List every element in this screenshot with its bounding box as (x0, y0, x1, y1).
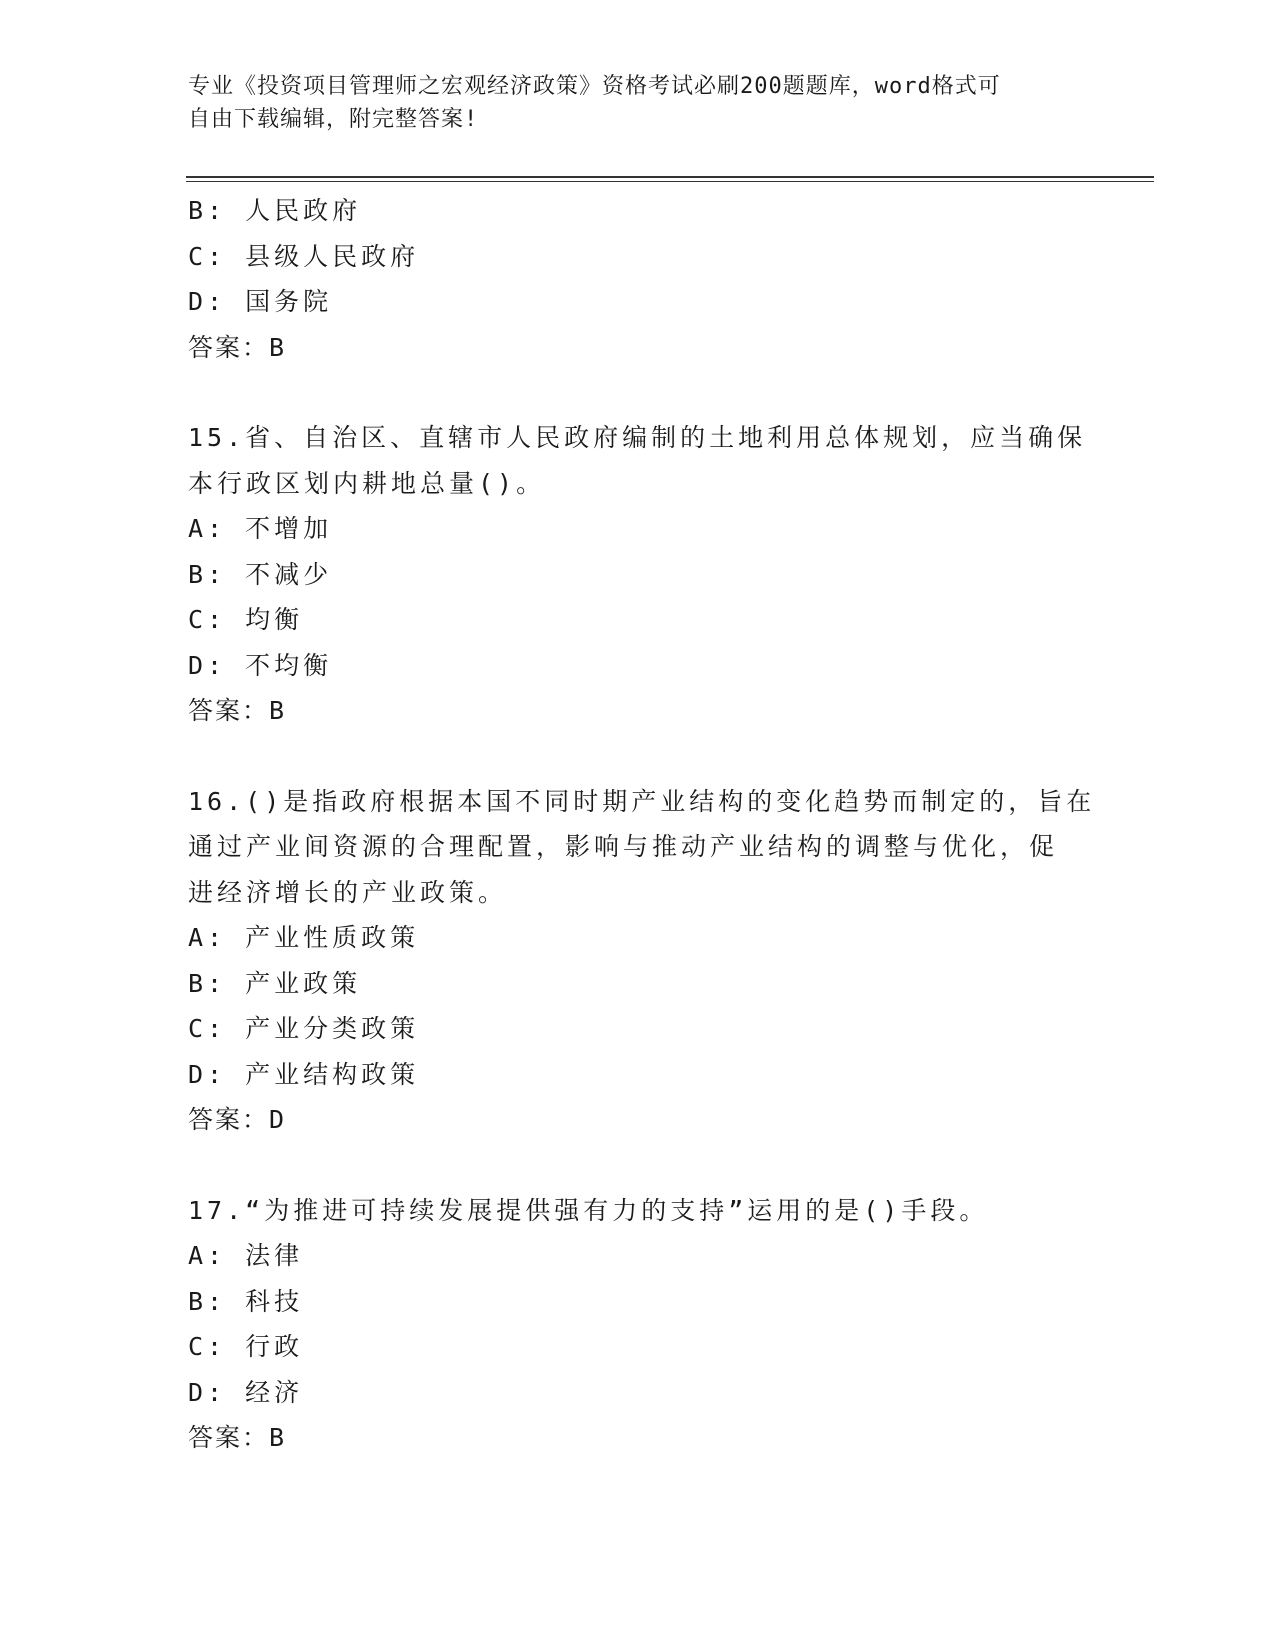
option-c: C: 县级人民政府 (188, 241, 420, 271)
option-c: C: 行政 (188, 1332, 304, 1361)
option-b: B: 科技 (188, 1286, 304, 1316)
answer-line: 答案：B (188, 332, 287, 362)
question-17 (188, 1188, 1088, 1461)
option-b: B: 人民政府 (188, 196, 362, 225)
question-stem: 通过产业间资源的合理配置，影响与推动产业结构的调整与优化，促 (188, 832, 1059, 861)
document-body (188, 188, 1096, 1461)
question-stem: 16.()是指政府根据本国不同时期产业结构的变化趋势而制定的，旨在 (188, 786, 1096, 816)
question-continued (188, 188, 1088, 370)
answer-line: 答案：B (188, 696, 287, 725)
question-stem: 进经济增长的产业政策。 (188, 877, 508, 907)
header-divider (186, 176, 1154, 182)
option-d: D: 经济 (188, 1377, 304, 1407)
answer-line: 答案：B (188, 1423, 287, 1452)
option-c: C: 产业分类政策 (188, 1014, 420, 1043)
question-16 (188, 779, 1096, 1143)
page-header (188, 70, 1088, 136)
option-a: A: 产业性质政策 (188, 923, 420, 952)
option-d: D: 不均衡 (188, 650, 333, 680)
question-stem: 本行政区划内耕地总量()。 (188, 468, 546, 498)
answer-line: 答案：D (188, 1105, 287, 1134)
header-line: 自由下载编辑，附完整答案! (188, 107, 479, 132)
question-stem: 17.“为推进可持续发展提供强有力的支持”运用的是()手段。 (188, 1195, 989, 1225)
question-stem: 15.省、自治区、直辖市人民政府编制的土地利用总体规划，应当确保 (188, 423, 1087, 452)
option-d: D: 国务院 (188, 287, 333, 316)
option-a: A: 不增加 (188, 514, 333, 543)
option-a: A: 法律 (188, 1241, 304, 1270)
option-b: B: 不减少 (188, 559, 333, 589)
option-b: B: 产业政策 (188, 968, 362, 998)
header-line: 专业《投资项目管理师之宏观经济政策》资格考试必刷200题题库，word格式可 (188, 74, 1001, 99)
option-c: C: 均衡 (188, 605, 304, 634)
question-15 (188, 415, 1088, 734)
option-d: D: 产业结构政策 (188, 1059, 420, 1089)
